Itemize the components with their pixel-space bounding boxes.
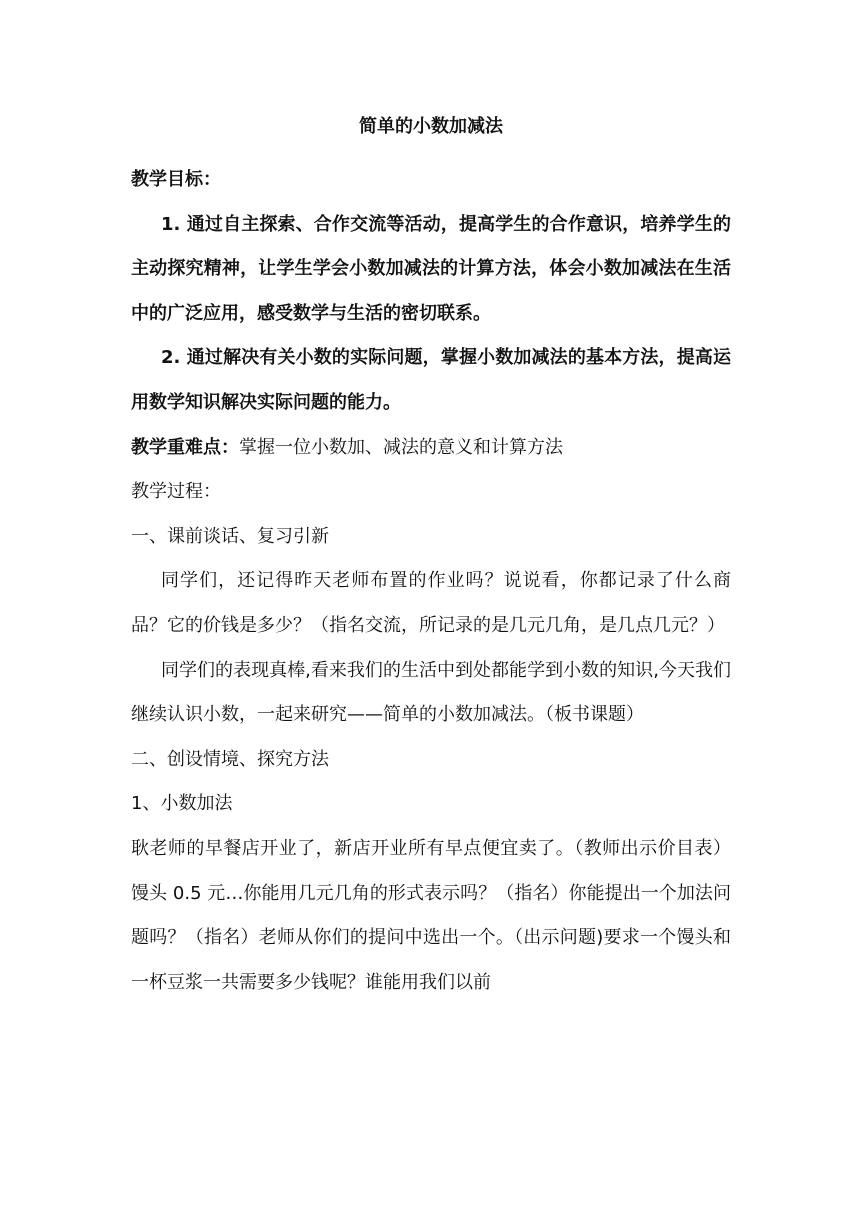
section-1-paragraph-2: 同学们的表现真棒,看来我们的生活中到处都能学到小数的知识,今天我们继续认识小数，一起来研究——简单的小数加减法。（板书课题） [131,659,731,726]
subsection-1-paragraph: 耿老师的早餐店开业了，新店开业所有早点便宜卖了。（教师出示价目表）馒头 0.5 元…你能用几元几角的形式表示吗？（指名）你能提出一个加法问题吗？（指名）老师从你们的提问中选出一个。（出示问题)要求一个馒头和一杯豆浆一共需要多少钱呢？谁能用我们以前 [131,837,731,993]
section-1-paragraph-1: 同学们，还记得昨天老师布置的作业吗？说说看，你都记录了什么商品？它的价钱是多少？（指名交流，所记录的是几元几角，是几点几元？） [131,570,731,636]
key-points-label: 教学重难点： [131,436,239,458]
key-points [131,426,731,471]
section-2-heading: 二、创设情境、探究方法 [131,748,329,770]
document-body [131,112,731,1005]
process-heading: 教学过程： [131,481,221,503]
subsection-1-heading: 1、小数加法 [131,793,233,815]
objective-2: 2. 通过解决有关小数的实际问题，掌握小数加减法的基本方法，提高运用数学知识解决实际问题的能力。 [131,347,731,413]
objective-1: 1. 通过自主探索、合作交流等活动，提高学生的合作意识，培养学生的主动探究精神，让学生学会小数加减法的计算方法，体会小数加减法在生活中的广泛应用，感受数学与生活的密切联系。 [131,213,731,324]
objectives-heading: 教学目标： [131,169,221,190]
key-points-text: 掌握一位小数加、减法的意义和计算方法 [239,436,563,458]
section-1-heading: 一、课前谈话、复习引新 [131,525,329,547]
document-title: 简单的小数加减法 [359,116,503,137]
